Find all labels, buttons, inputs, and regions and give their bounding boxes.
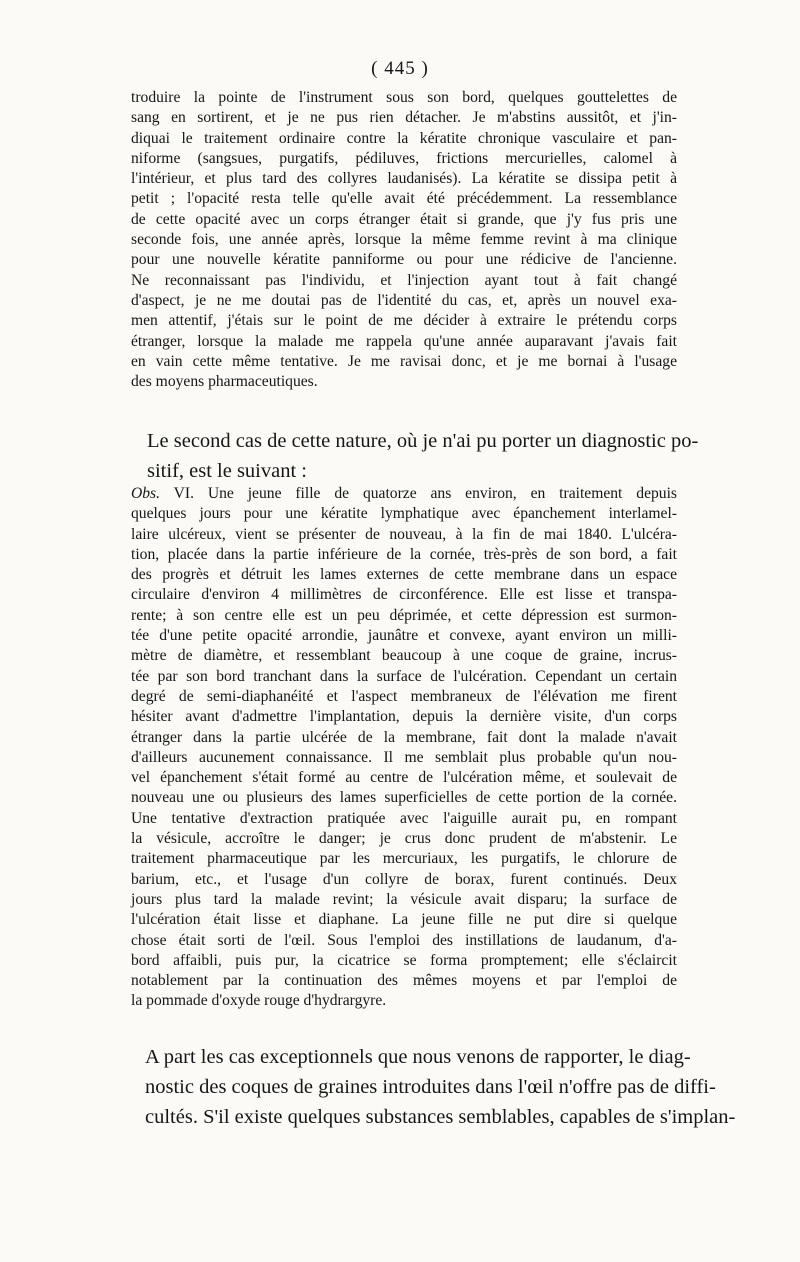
- page-number: ( 445 ): [371, 58, 429, 79]
- text-line: nouveau une ou plusieurs des lames superficielles de cette portion de la cornée.: [131, 789, 677, 807]
- paragraph-observation-vi: [131, 484, 677, 1012]
- text-line: jours plus tard la malade revint; la vésicule avait disparu; la surface de: [131, 890, 677, 908]
- text-line: sang en sortirent, et je ne pus rien détacher. Je m'abstins aussitôt, et j'in-: [131, 109, 677, 127]
- text-line: seconde fois, une année après, lorsque la même femme revint à ma clinique: [131, 231, 677, 249]
- text-line: nostic des coques de graines introduites dans l'œil n'offre pas de diffi-: [145, 1076, 716, 1098]
- text-line: laire ulcéreux, vient se présenter de nouveau, à la fin de mai 1840. L'ulcéra-: [131, 525, 677, 543]
- paragraph-diagnosis-conclusion: [145, 1042, 736, 1132]
- text-line: sitif, est le suivant :: [147, 460, 307, 482]
- text-line: de cette opacité avec un corps étranger était si grande, que j'y fus pris une: [131, 210, 677, 228]
- text-line: en vain cette même tentative. Je me ravisai donc, et je me bornai à l'usage: [131, 352, 677, 370]
- text-line: tée d'une petite opacité arrondie, jaunâtre et convexe, ayant environ un milli-: [131, 627, 677, 645]
- text-line: circulaire d'environ 4 millimètres de circonférence. Elle est lisse et transpa-: [131, 586, 677, 604]
- text-line: chose était sorti de l'œil. Sous l'emploi des instillations de laudanum, d'a-: [131, 931, 677, 949]
- text-line: cultés. S'il existe quelques substances semblables, capables de s'implan-: [145, 1106, 736, 1128]
- paragraph-continuation: [131, 88, 677, 392]
- text-line: des progrès et détruit les lames externes de cette membrane dans un espace: [131, 566, 677, 584]
- text-line: bord affaibli, puis pur, la cicatrice se forma promptement; elle s'éclaircit: [131, 951, 677, 969]
- text-line: Le second cas de cette nature, où je n'ai pu porter un diagnostic po-: [147, 430, 699, 452]
- text-line: l'intérieur, et plus tard des collyres laudanisés). La kératite se dissipa petit à: [131, 170, 677, 188]
- text-line: d'aspect, je ne me doutai pas de l'identité du cas, et, après un nouvel exa-: [131, 291, 677, 309]
- text-line: traitement pharmaceutique par les mercuriaux, les purgatifs, le chlorure de: [131, 850, 677, 868]
- observation-first-line: VI. Une jeune fille de quatorze ans environ, en traitement depuis: [160, 485, 677, 502]
- text-line: Une tentative d'extraction pratiquée avec l'aiguille aurait pu, en rompant: [131, 809, 677, 827]
- text-line: d'ailleurs aucunement connaissance. Il me semblait plus probable qu'un nou-: [131, 748, 677, 766]
- text-line: petit ; l'opacité resta telle qu'elle avait été précédemment. La ressemblance: [131, 190, 677, 208]
- text-line: men attentif, j'étais sur le point de me décider à extraire le prétendu corps: [131, 312, 677, 330]
- text-line: troduire la pointe de l'instrument sous son bord, quelques gouttelettes de: [131, 89, 677, 106]
- text-line: A part les cas exceptionnels que nous venons de rapporter, le diag-: [145, 1046, 691, 1068]
- paragraph-second-case-intro: [147, 426, 699, 486]
- text-line: rente; à son centre elle est un peu déprimée, et cette dépression est surmon-: [131, 606, 677, 624]
- text-line: étranger dans la partie ulcérée de la membrane, fait dont la malade n'avait: [131, 728, 677, 746]
- observation-label: Obs.: [131, 485, 161, 502]
- text-line: des moyens pharmaceutiques.: [131, 373, 318, 391]
- text-line: la vésicule, accroître le danger; je crus donc prudent de m'abstenir. Le: [131, 830, 677, 848]
- text-line: Ne reconnaissant pas l'individu, et l'injection ayant tout à fait changé: [131, 271, 677, 289]
- text-line: diquai le traitement ordinaire contre la kératite chronique vasculaire et pan-: [131, 129, 677, 147]
- text-line: barium, etc., et l'usage d'un collyre de borax, furent continués. Deux: [131, 870, 677, 888]
- text-line: mètre de diamètre, et ressemblant beaucoup à une coque de graine, incrus-: [131, 647, 677, 665]
- text-line: quelques jours pour une kératite lymphatique avec épanchement interlamel-: [131, 505, 677, 523]
- text-line: la pommade d'oxyde rouge d'hydrargyre.: [131, 992, 387, 1010]
- text-line: degré de semi-diaphanéité et l'aspect membraneux de l'élévation me firent: [131, 687, 677, 705]
- text-line: l'ulcération était lisse et diaphane. La jeune fille ne put dire si quelque: [131, 911, 677, 929]
- text-line: niforme (sangsues, purgatifs, pédiluves, frictions mercurielles, calomel à: [131, 149, 677, 167]
- text-line: notablement par la continuation des mêmes moyens et par l'emploi de: [131, 972, 677, 990]
- text-line: vel épanchement s'était formé au centre de l'ulcération même, et soulevait de: [131, 769, 677, 787]
- text-line: tée par son bord tranchant dans la surface de l'ulcération. Cependant un certain: [131, 667, 677, 685]
- text-line: étranger, lorsque la malade me rappela qu'une année auparavant j'avais fait: [131, 332, 677, 350]
- text-line: hésiter avant d'admettre l'implantation, depuis la dernière visite, d'un corps: [131, 708, 677, 726]
- text-line: pour une nouvelle kératite panniforme ou pour une rédicive de l'ancienne.: [131, 251, 677, 269]
- text-line: tion, placée dans la partie inférieure de la cornée, très-près de son bord, a fait: [131, 545, 677, 563]
- text-line: [131, 484, 677, 504]
